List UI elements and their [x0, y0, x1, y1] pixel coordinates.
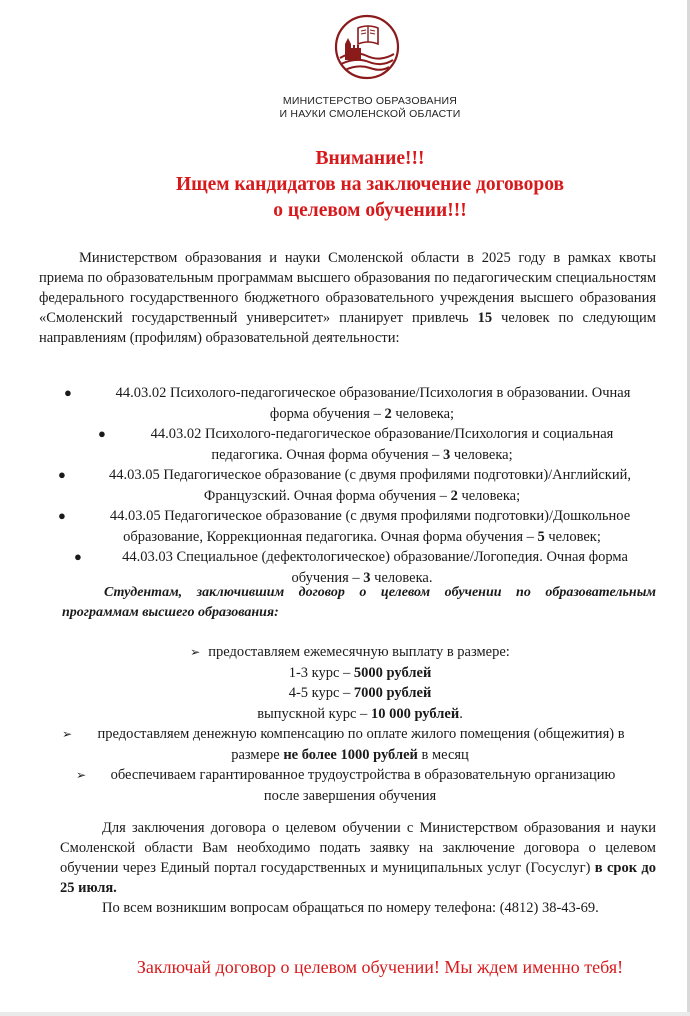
program-count: 3: [363, 569, 371, 586]
payment-tier-2: [40, 683, 660, 704]
slogan: Заключай договор о целевом обучении! Мы ждем именно тебя!: [136, 957, 624, 977]
page-title: [60, 146, 680, 224]
intro-text-a: Министерством образования и науки Смоленской области в 2025 году в рамках квоты приема по образовательным программам высшего образования по педагогическим специальностям федерального государственного бюджетного образовательного учреждения высшего образования «Смоленский государственный университет» планирует привлечь: [39, 250, 656, 326]
housing-line-1: предоставляем денежную компенсацию по оплате жилого помещения (общежития) в: [97, 726, 625, 742]
housing-line-2: [40, 745, 660, 766]
offers-list: [40, 642, 660, 806]
title-line-2: Ищем кандидатов на заключение договоров: [175, 174, 565, 195]
program-text: обучения –: [291, 569, 364, 586]
page-edge-bottom: [0, 1012, 690, 1016]
tier-label: 1-3 курс –: [288, 664, 354, 681]
tier-label: 4-5 курс –: [288, 685, 354, 701]
program-item: [58, 547, 666, 588]
program-text: образование, Коррекционная педагогика. Очная форма обучения –: [123, 528, 538, 545]
program-text: Французский. Очная форма обучения –: [203, 487, 451, 504]
arrow-bullet-icon: ➢: [62, 727, 73, 741]
payment-intro-text: предоставляем ежемесячную выплату в размере:: [208, 644, 510, 660]
program-item: [58, 424, 666, 465]
program-line-2: [58, 527, 666, 548]
program-text-end: человека;: [450, 446, 513, 463]
job-offer: [40, 765, 660, 806]
program-text: форма обучения –: [269, 405, 385, 422]
housing-offer: [40, 724, 660, 765]
students-heading: Студентам, заключившим договор о целевом обучении по образовательным программам высшего образования:: [62, 585, 656, 620]
program-text-end: человека;: [391, 405, 455, 422]
bullet-icon: ●: [58, 508, 66, 523]
program-line-2: [58, 404, 666, 425]
program-count: 5: [537, 528, 545, 545]
payment-tier-3: [40, 704, 660, 725]
arrow-bullet-icon: ➢: [190, 645, 201, 659]
tier-label: выпускной курс –: [257, 705, 371, 722]
program-count: 2: [450, 487, 458, 504]
closing-section: [60, 818, 656, 918]
ministry-name: [230, 95, 510, 121]
program-line-1: 44.03.05 Педагогическое образование (с двумя профилями подготовки)/Английский,: [108, 467, 631, 483]
intro-count: 15: [477, 310, 493, 326]
intro-paragraph: [39, 248, 656, 348]
tier-amount: 10 000 рублей: [370, 705, 460, 722]
arrow-bullet-icon: ➢: [76, 768, 87, 782]
program-text-end: человека.: [370, 569, 433, 586]
ministry-line-1: МИНИСТЕРСТВО ОБРАЗОВАНИЯ: [282, 95, 458, 107]
ministry-emblem-icon: [334, 14, 400, 80]
program-text-end: человека;: [457, 487, 521, 504]
program-item: [58, 383, 666, 424]
program-line-1: 44.03.05 Педагогическое образование (с двумя профилями подготовки)/Дошкольное: [109, 508, 631, 524]
contact-paragraph: По всем возникшим вопросам обращаться по номеру телефона: (4812) 38-43-69.: [102, 900, 599, 916]
intro-text-b: человек по следующим направлениям (профилям) образовательной деятельности:: [39, 310, 656, 346]
bullet-icon: ●: [74, 549, 82, 564]
program-line-1: 44.03.02 Психолого-педагогическое образование/Психология в образовании. Очная: [115, 385, 631, 401]
tier-end: .: [459, 705, 463, 722]
program-line-1: 44.03.02 Психолого-педагогическое образование/Психология и социальная: [150, 426, 614, 442]
program-line-2: [58, 486, 666, 507]
ministry-line-2: И НАУКИ СМОЛЕНСКОЙ ОБЛАСТИ: [279, 108, 461, 120]
apply-text: Для заключения договора о целевом обучении с Министерством образования и науки Смоленской области Вам необходимо подать заявку на заключение договора о целевом обучении через Единый портал государственных и муниципальных услуг (Госуслуг): [60, 820, 656, 876]
bullet-icon: ●: [98, 426, 106, 441]
apply-paragraph: [60, 818, 656, 898]
payment-tier-1: [40, 663, 660, 684]
job-line-1: обеспечиваем гарантированное трудоустройства в образовательную организацию: [110, 767, 616, 783]
program-item: [58, 465, 666, 506]
deadline: в срок до 25 июля.: [60, 860, 656, 896]
payment-intro: [40, 642, 660, 663]
housing-text: размере: [231, 746, 284, 763]
tier-amount: 7000 рублей: [353, 685, 432, 701]
title-line-3: о целевом обучении!!!: [273, 200, 467, 221]
job-line-2: после завершения обучения: [263, 787, 437, 804]
program-item: [58, 506, 666, 547]
title-line-1: Внимание!!!: [315, 148, 425, 169]
program-count: 2: [384, 405, 392, 422]
program-line-2: [58, 445, 666, 466]
bullet-icon: ●: [64, 385, 72, 400]
program-text: педагогика. Очная форма обучения –: [211, 446, 444, 463]
program-text-end: человек;: [544, 528, 601, 545]
program-line-1: 44.03.03 Специальное (дефектологическое) образование/Логопедия. Очная форма: [122, 549, 628, 565]
bullet-icon: ●: [58, 467, 66, 482]
tier-amount: 5000 рублей: [353, 664, 432, 681]
housing-text-end: в месяц: [417, 746, 469, 763]
housing-amount: не более 1000 рублей: [283, 746, 418, 763]
program-list: [58, 383, 666, 588]
program-count: 3: [443, 446, 451, 463]
